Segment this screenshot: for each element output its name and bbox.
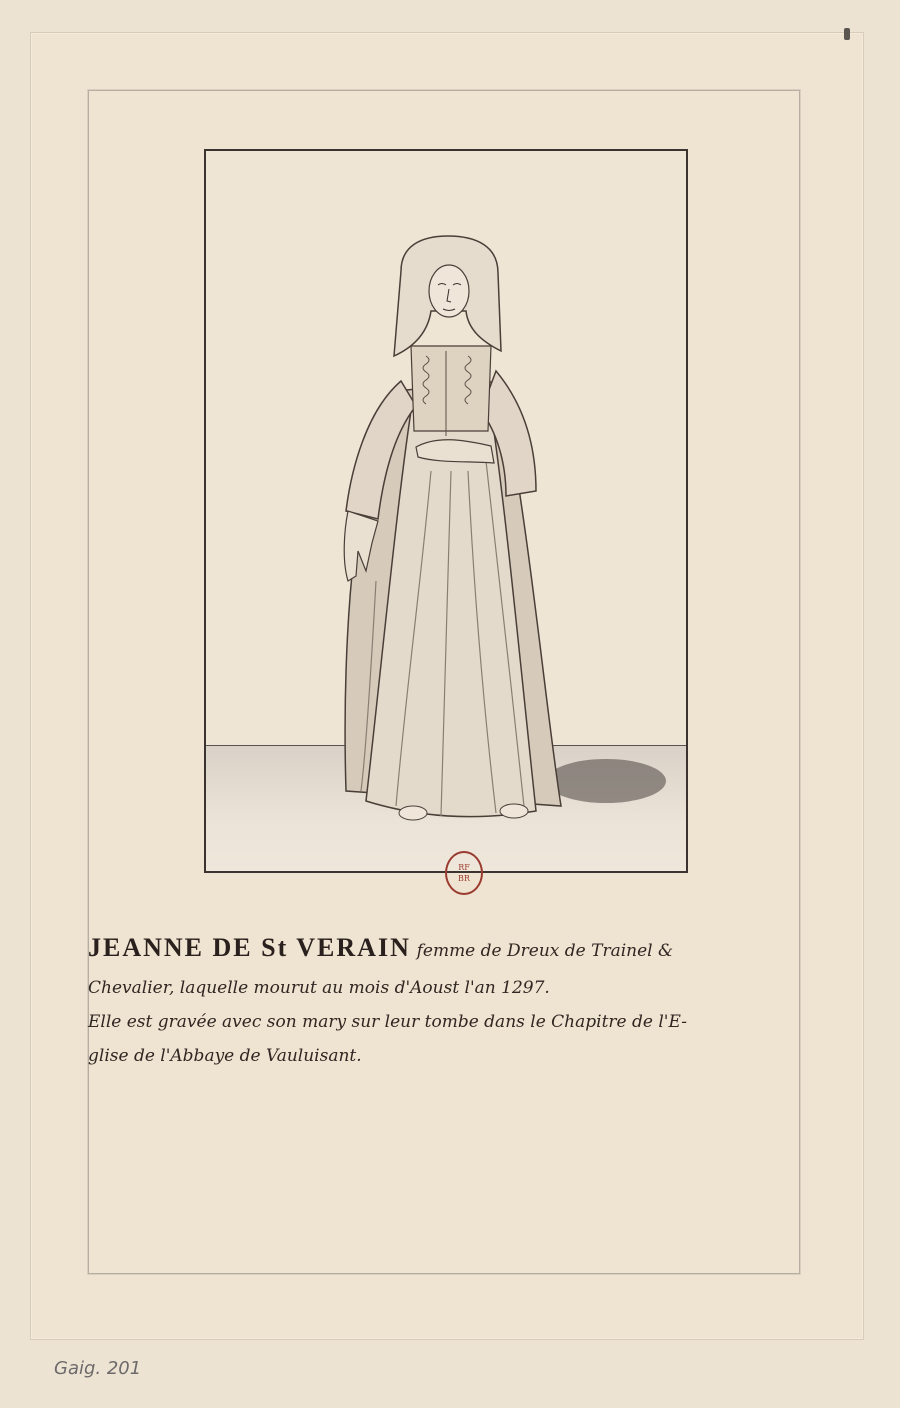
caption-line-4: glise de l'Abbaye de Vauluisant. [88, 1046, 362, 1066]
caption-title-line [88, 928, 788, 971]
illustration-frame [204, 149, 688, 873]
right-foot [500, 804, 528, 818]
caption-line-3: Elle est gravée avec son mary sur leur tombe dans le Chapitre de l'E- [88, 1012, 687, 1032]
caption-line-2: Chevalier, laquelle mourut au mois d'Aoust l'an 1297. [88, 978, 550, 998]
stamp-line-2: BR [458, 874, 470, 883]
corner-tack [844, 28, 850, 40]
bodice [411, 346, 491, 431]
stamp-line-1: RF [458, 863, 470, 872]
caption-title-continuation: femme de Dreux de Trainel & [416, 941, 674, 961]
effigy-figure-illustration [206, 151, 686, 871]
left-foot [399, 806, 427, 820]
figure-shadow [546, 759, 666, 803]
shelfmark-note: Gaig. 201 [54, 1358, 142, 1379]
caption-title: JEANNE DE St VERAIN [88, 933, 411, 962]
caption-block [88, 928, 788, 1073]
library-stamp [445, 851, 483, 895]
